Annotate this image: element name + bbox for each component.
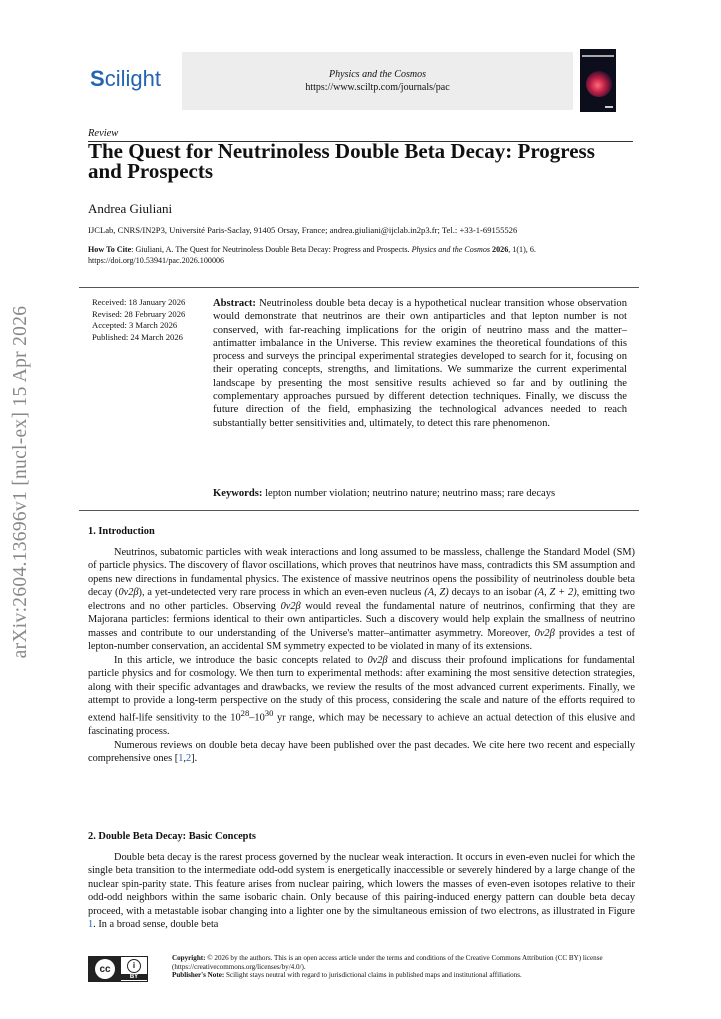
section-2-body xyxy=(88,851,635,932)
intro-paragraph-3: Numerous reviews on double beta decay have been published over the past decades. We cite here two recent and especially comprehensive ones [1,2]. xyxy=(88,739,635,765)
how-to-cite: How To Cite: Giuliani, A. The Quest for Neutrinoless Double Beta Decay: Progress and Prospects. Physics and the Cosmos 2026, 1(1), 6. https://doi.org/10.53941/pac.2026.100006 xyxy=(88,245,536,265)
author-affiliation: IJCLab, CNRS/IN2P3, Université Paris-Saclay, 91405 Orsay, France; andrea.giuliani@ijclab.in2p3.fr; Tel.: +33-1-69155526 xyxy=(88,225,518,235)
date-published: Published: 24 March 2026 xyxy=(92,331,183,342)
intro-paragraph-2: In this article, we introduce the basic concepts related to 0ν2β and discuss their profound implications for fundamental particle physics and for cosmology. We then turn to experimental methods: after examining the most sensitive detection strategies, along with their specific advantages and drawbacks, we review the results of the most advanced current experiments. Finally, we attempt to provide a long-term perspective on the study of this process, considering the scale and nature of the efforts required to extend half-life sensitivity to the $10^{28}-10^{30}$ yr range, which may be necessary to achieve an actual detection of this elusive and fascinating process. xyxy=(88,654,635,738)
date-received: Received: 18 January 2026 xyxy=(92,297,186,307)
article-type: Review xyxy=(88,128,119,139)
article-title: The Quest for Neutrinoless Double Beta Decay: Progress and Prospects xyxy=(88,139,595,183)
abstract-text: Abstract: Neutrinoless double beta decay is a hypothetical nuclear transition whose observation would demonstrate that neutrinos are their own antiparticles and that lepton number is not conserved, with far-reaching implications for the origin of neutrino mass and the matter–antimatter imbalance in the Universe. This review examines the theoretical foundations of this process and surveys the principal experimental strategies developed to search for it, focusing on their operating concepts, strengths, and limitations. We summarize the current experimental landscape by presenting the most sensitive results achieved so far and by outlining the complementary approaches pursued by different detection techniques. Finally, we discuss the future direction of the field, emphasizing the technological advances needed to reach substantially better sensitivities and, ultimately, to detect this rare phenomenon. xyxy=(213,298,627,429)
copyright-notice: Copyright: © 2026 by the authors. This is an open access article under the terms and conditions of the Creative Commons Attribution (CC BY) license (https://creativecommons.org/licenses/by/4.0/). Publisher's Note: Scilight stays neutral with regard to jurisdictional claims in published maps and institutional affiliations. xyxy=(172,954,603,980)
citation-link-2[interactable]: 2 xyxy=(185,753,192,765)
journal-cover-icon xyxy=(580,49,616,112)
doi-link[interactable]: https://doi.org/10.53941/pac.2026.100006 xyxy=(88,256,225,265)
section-2-heading: 2. Double Beta Decay: Basic Concepts xyxy=(88,831,256,842)
keywords: Keywords: lepton number violation; neutrino nature; neutrino mass; rare decays xyxy=(213,488,556,499)
date-accepted: Accepted: 3 March 2026 xyxy=(92,320,178,331)
journal-name: Physics and the Cosmos xyxy=(329,69,426,80)
author-name: Andrea Giuliani xyxy=(88,201,173,216)
citation-link-1[interactable]: 1 xyxy=(178,753,184,765)
scilight-logo: Scilight xyxy=(90,66,161,91)
basic-concepts-paragraph-1: Double beta decay is the rarest process governed by the nuclear weak interaction. It occurs in even-even nuclei for which the single beta transition to the intermediate odd-odd system is energetically inaccessible or severely hindered by a large change of the nuclear spin-parity state. This feature arises from nuclear pairing, which lowers the masses of even-even isotopes relative to their odd-odd neighbors within the same isobaric chain. Only because of this pairing-induced energy pattern can double beta decay proceed, with a metastable isobar changing into a lighter one by the simultaneous emission of two electrons, as illustrated in Figure 1. In a broad sense, double beta xyxy=(88,852,635,931)
journal-url[interactable]: https://www.sciltp.com/journals/pac xyxy=(305,82,450,93)
intro-paragraph-1: Neutrinos, subatomic particles with weak interactions and long assumed to be massless, challenge the Standard Model (SM) of particle physics. The discovery of flavor oscillations, which proves that neutrinos have mass, contradicts this SM assumption and opens new directions in fundamental physics. The existence of massive neutrinos opens the possibility of neutrinoless double beta decay (0ν2β), a yet-undetected very rare process in which an even-even nucleus (A, Z) decays to an isobar (A, Z + 2), emitting two electrons and no other particles. Observing 0ν2β would reveal the fundamental nature of neutrinos, confirming that they are Majorana particles: fermions identical to their own antiparticles. Such a discovery would help explain the smallness of neutrino masses and contribute to our understanding of the Universe's matter–antimatter asymmetry. Moreover, 0ν2β provides a test of lepton-number conservation, an accidental SM symmetry expected to be violated in many of its extensions. xyxy=(88,547,635,653)
section-1-heading: 1. Introduction xyxy=(88,526,155,537)
cc-by-license-icon[interactable]: cc i BY xyxy=(88,956,148,982)
date-revised: Revised: 28 February 2026 xyxy=(92,308,186,319)
article-dates xyxy=(92,297,185,343)
section-1-body xyxy=(88,546,635,766)
arxiv-stamp: arXiv:2604.13696v1 [nucl-ex] 15 Apr 2026 xyxy=(10,305,31,659)
figure-1-link[interactable]: 1 xyxy=(88,919,94,931)
